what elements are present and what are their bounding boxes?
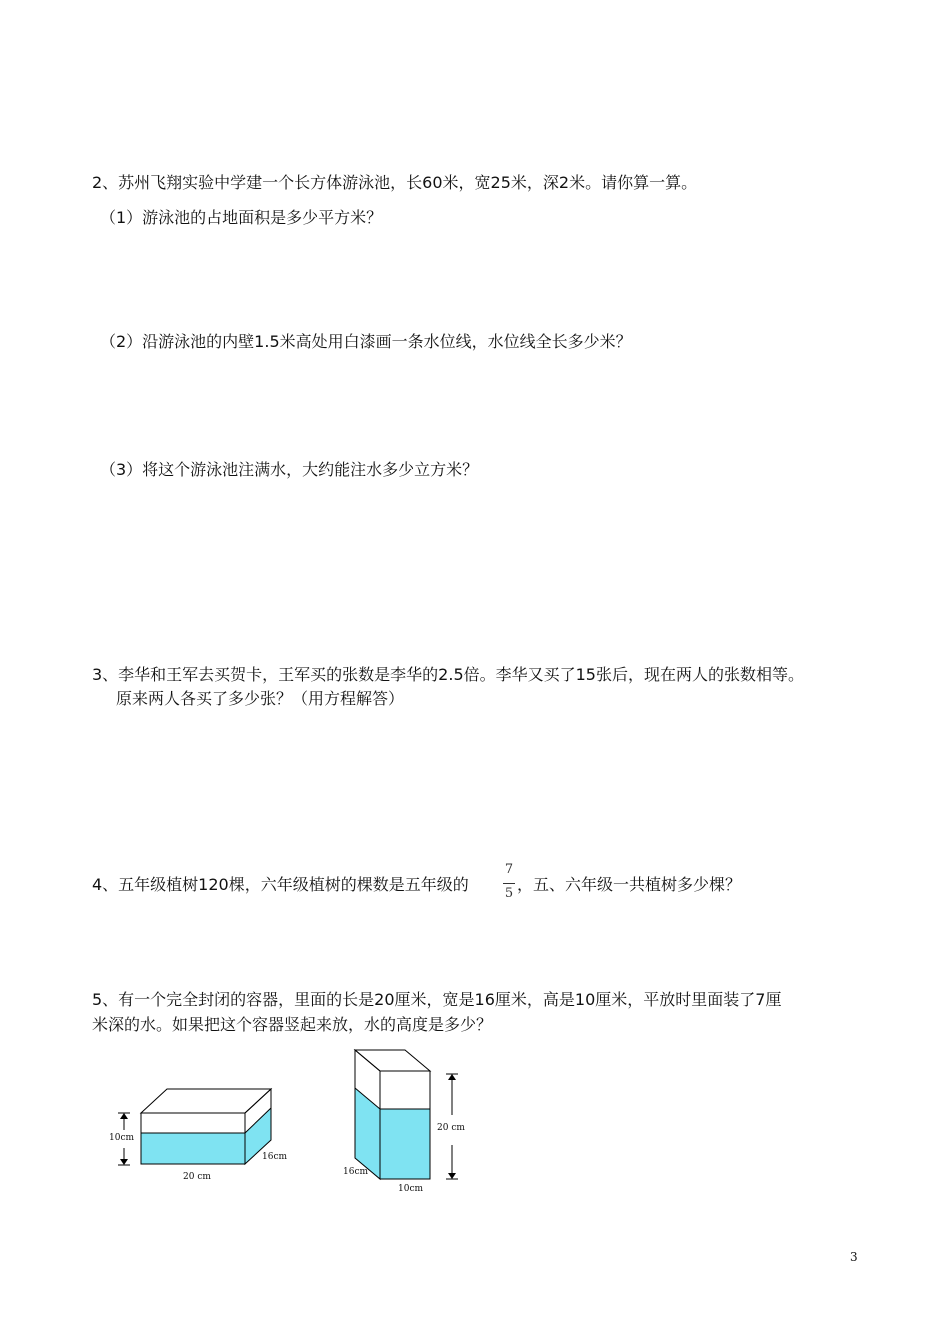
q3-line2: 原来两人各买了多少张？（用方程解答） (116, 689, 405, 708)
q4-before: 4、五年级植树120棵，六年级植树的棵数是五年级的 (92, 875, 469, 894)
q4-after: ，五、六年级一共植树多少棵？ (517, 875, 742, 894)
upright-width-label: 10cm (398, 1184, 424, 1194)
upright-water-side (355, 1088, 380, 1179)
q2-sub2: （2）沿游泳池的内壁1.5米高处用白漆画一条水位线，水位线全长多少米？ (100, 332, 632, 351)
upright-top-face (355, 1050, 430, 1071)
q4-fraction-bar (503, 883, 515, 884)
upright-height-label: 20 cm (437, 1123, 465, 1133)
flat-water-front (141, 1133, 245, 1164)
flat-top-face (141, 1089, 271, 1113)
q3-line1: 3、李华和王军去买贺卡，王军买的张数是李华的2.5倍。李华又买了15张后，现在两人的张数相等。 (92, 665, 804, 684)
upright-height-arrowhead-top (448, 1074, 456, 1080)
page-number: 3 (850, 1250, 858, 1264)
q2-title: 2、苏州飞翔实验中学建一个长方体游泳池，长60米，宽25米，深2米。请你算一算。 (92, 173, 698, 192)
q2-sub3: （3）将这个游泳池注满水，大约能注水多少立方米？ (100, 460, 479, 479)
flat-length-label: 20 cm (183, 1172, 211, 1182)
upright-height-arrowhead-bottom (448, 1173, 456, 1179)
flat-height-label: 10cm (109, 1133, 135, 1143)
upright-depth-label: 16cm (343, 1167, 369, 1177)
flat-height-arrowhead-bottom (120, 1159, 128, 1165)
flat-width-label: 16cm (262, 1152, 288, 1162)
q4-fraction-denominator: 5 (504, 886, 514, 901)
upright-water-front (380, 1109, 430, 1179)
q4-fraction-numerator: 7 (504, 862, 514, 877)
q5-line2: 米深的水。如果把这个容器竖起来放，水的高度是多少？ (92, 1015, 493, 1034)
q5-line1: 5、有一个完全封闭的容器，里面的长是20厘米，宽是16厘米，高是10厘米，平放时里面装了7厘 (92, 990, 782, 1009)
q2-sub1: （1）游泳池的占地面积是多少平方米？ (100, 208, 383, 227)
flat-height-arrowhead-top (120, 1113, 128, 1119)
